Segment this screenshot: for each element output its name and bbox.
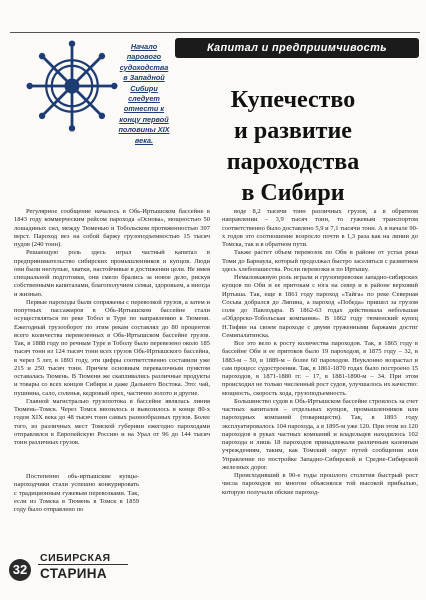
- article-title: [168, 85, 418, 209]
- title-line-2: и развитие пароходства: [226, 118, 360, 175]
- magazine-logo-word-2: СТАРИНА: [40, 566, 107, 581]
- article-column-left-bottom: [14, 473, 210, 514]
- paragraph: Первые пароходы были сопряжены с перевозкой грузов, а затем и попутных пассажиров в Обь-Иртышском бассейне стали осуществляться по реке Тобол и Туре по направлению к Тюмени. Ежегодный грузооборот по этим рекам составлял до 80 процентов всего количества перевезенных в Обь-Иртышском бассейне грузов. Так, в 1888 году по речным Туре и Тоболу было перевезено около 185 тысяч тонн из 124 тысяч тонн всех грузов Обь-Иртышского бассейна, в через 5 лет, в 1893 году, эти цифры соответственно составили уже 215 и 250 тысяч тонн. Причем основным перевалочным пунктом оставалась Тюмень. В Тюмени же скапливались различные продукты и товары со всех концов Сибири и даже Дальнего Востока. Это: чай, пушнина, сало, соленья, кедровый орех, частично золото и другие.: [14, 298, 210, 397]
- paragraph: Главной магистралью грузопотока в бассейне являлась линия Тюмень–Томск. Через Томск ввозилось и вывозилось в конце 80-х годов XIX века до 48 тысяч тонн самых разнообразных грузов. Более того, из различных мест Томской губернии ежегодно пароходами отправлялся в Европейскую Россию и на Урал от 96 до 144 тысяч тонн различных грузов.: [14, 397, 210, 446]
- title-line-1: Купечество: [230, 87, 356, 113]
- paragraph: Решающую роль здесь играл частный капитал в предпринимательство сибирских промышленников и купцов. Люди они были неглупые, хватки, настойчивые в достижении цели. Не имея специальной подготовки, они смело брались за новое дело, рискуя собственными капиталами, благополучием семьи, здоровьем, а иногда и жизнью.: [14, 249, 210, 298]
- paragraph: Постепенно обь-иртышские купцы-пароходчики стали успешно конкурировать с традиционным гужевым перевозками. Так, если из Томска в Тюмень в Томск в 1859 году было отправлено по: [14, 473, 139, 513]
- paragraph: Также растет объем перевозок по Оби в районе от устья реки Томи до Барнаула, который продолжал быстро заселяться с развитием здесь хлебопашества. Росли перевозки и по Иртышу.: [222, 249, 418, 273]
- paragraph: Регулярное сообщение началось в Обь-Иртышском бассейне в 1843 году коммерческим рейсом парохода «Основа», мощностью 50 лошадиных сил, между Тюменью и Тобольском протяженностью 397 верст. Пароход вез на собой баржу грузоподъемностью 15 тысяч пудов (240 тонн).: [14, 208, 210, 248]
- page-number: 32: [9, 559, 31, 581]
- header-rule: [10, 32, 420, 33]
- article-column-right: [222, 208, 418, 497]
- ship-wheel-icon: [26, 40, 118, 132]
- paragraph: Происходивший в 90-е годы прошлого столетия быстрый рост числа пароходов во многом объяснялся той высокой прибылью, которую получали обские пароход-: [222, 472, 418, 496]
- paragraph: Все это вело к росту количества пароходов. Так, в 1865 году в бассейне Оби и ее притоков было 19 пароходов, в 1875 году – 32, в 1883-м – 50, в 1889-м – более 60 пароходов. Неуклонно возрастал и сам процесс судостроения. Так, в 1861-1870 годах было построено 15 пароходов, в 1871-1880 гг. – 17, в 1881-1890-м – 34. При этом происходил не только численный рост судов, улучшалось их качество: мощность, скорость хода, грузоподъемность.: [222, 340, 418, 397]
- paragraph: Большинство судов в Обь-Иртышском бассейне строилось за счет частных капиталов – отдельных купцов, промышленников или пароходных компаний (товариществ). Так, в 1893 году эксплуатировалось 104 парохода, а в 1895-м уже 120. При этом из 120 пароходов в руках частных компаний и владельцев находилось 102 парохода и лишь 18 пароходов принадлежали различным казенным учреждениям, таким, как Томский округ путей сообщения или Управление по постройке Западно-Сибирской и Средне-Сибирской железных дорог.: [222, 397, 418, 471]
- logo-divider: [38, 564, 128, 565]
- paragraph: Немаловажную роль играли и грузоперевозки западно-сибирских купцов по Оби и ее притокам с юга на север и в районе верховий Иртыша. Так, еще в 1861 году пароход «Тайга» по реке Северная Сосьва добрался до Ляпина, а пароход «Победа» пришел за грузом соли до Павлодара. В 1862-63 годах действовала небольшая «Обдорско-Тобольская компания». В 1862 году тюменский купец Н.Тифин на своем пароходе с двумя груженными баржами достиг Семипалатинска.: [222, 274, 418, 339]
- magazine-logo-word-1: СИБИРСКАЯ: [40, 552, 111, 564]
- title-line-3: в Сибири: [241, 180, 345, 206]
- paragraph: воде 8,2 тысячи тонн различных грузов, а в обратном направлении – 3,9 тысяч тонн, то гужевым транспортом соответственно было доставлено 5,9 и 7,1 тысячи тонн. А в начале 90-х годов это соотношение возросло почти в 1,3 раза как на линии до Томска, так и в обратном пути.: [222, 208, 418, 248]
- lead-text-content: Начало парового судоходства в Западной Сибири следует отнести к концу первой половины XIX века.: [118, 42, 170, 145]
- section-rubric: Капитал и предприимчивость: [175, 38, 419, 58]
- article-column-left: [14, 208, 210, 447]
- lead-text: [118, 42, 170, 146]
